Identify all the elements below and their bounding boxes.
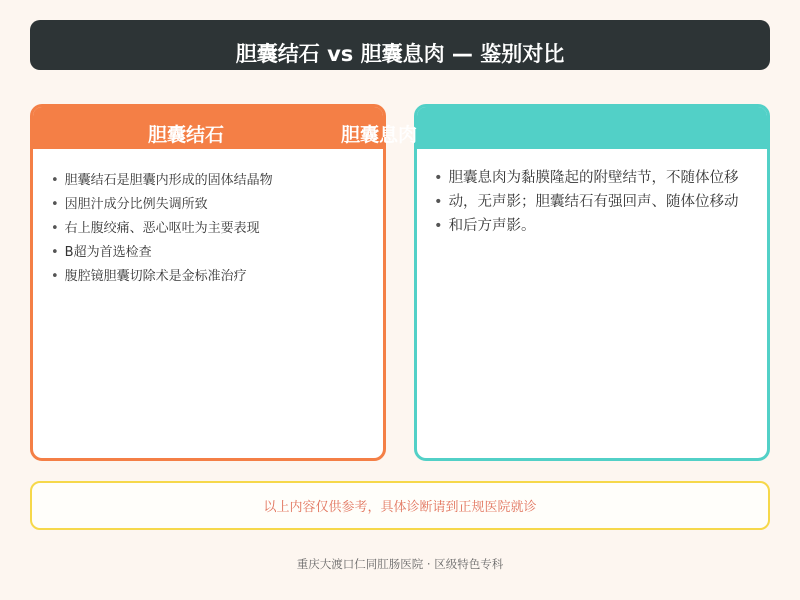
description-line: • 动，无声影；胆囊结石有强回声、随体位移动 bbox=[434, 190, 770, 214]
footer-text: 重庆大渡口仁同肛肠医院 · 区级特色专科 bbox=[296, 557, 504, 571]
polyp-card-header bbox=[417, 107, 767, 149]
page-title: 胆囊结石 vs 胆囊息肉 — 鉴别对比 bbox=[235, 42, 565, 66]
gallstone-card-title: 胆囊结石 bbox=[148, 124, 225, 146]
list-item: • B超为首选检查 bbox=[51, 241, 273, 265]
list-item: • 胆囊结石是胆囊内形成的固体结晶物 bbox=[51, 169, 273, 193]
list-item: • 因胆汁成分比例失调所致 bbox=[51, 193, 273, 217]
disclaimer-box bbox=[30, 481, 770, 530]
gallstone-card bbox=[30, 104, 386, 461]
polyp-card bbox=[414, 104, 770, 461]
gallstone-list bbox=[51, 169, 273, 289]
disclaimer-text: 以上内容仅供参考，具体诊断请到正规医院就诊 bbox=[263, 500, 537, 515]
list-item: • 腹腔镜胆囊切除术是金标准治疗 bbox=[51, 265, 273, 289]
description-line: • 和后方声影。 bbox=[434, 214, 770, 238]
polyp-description bbox=[434, 166, 770, 238]
polyp-card-title: 胆囊息肉 bbox=[341, 124, 418, 146]
title-bar bbox=[30, 20, 770, 70]
list-item: • 右上腹绞痛、恶心呕吐为主要表现 bbox=[51, 217, 273, 241]
description-line: • 胆囊息肉为黏膜隆起的附壁结节，不随体位移 bbox=[434, 166, 770, 190]
